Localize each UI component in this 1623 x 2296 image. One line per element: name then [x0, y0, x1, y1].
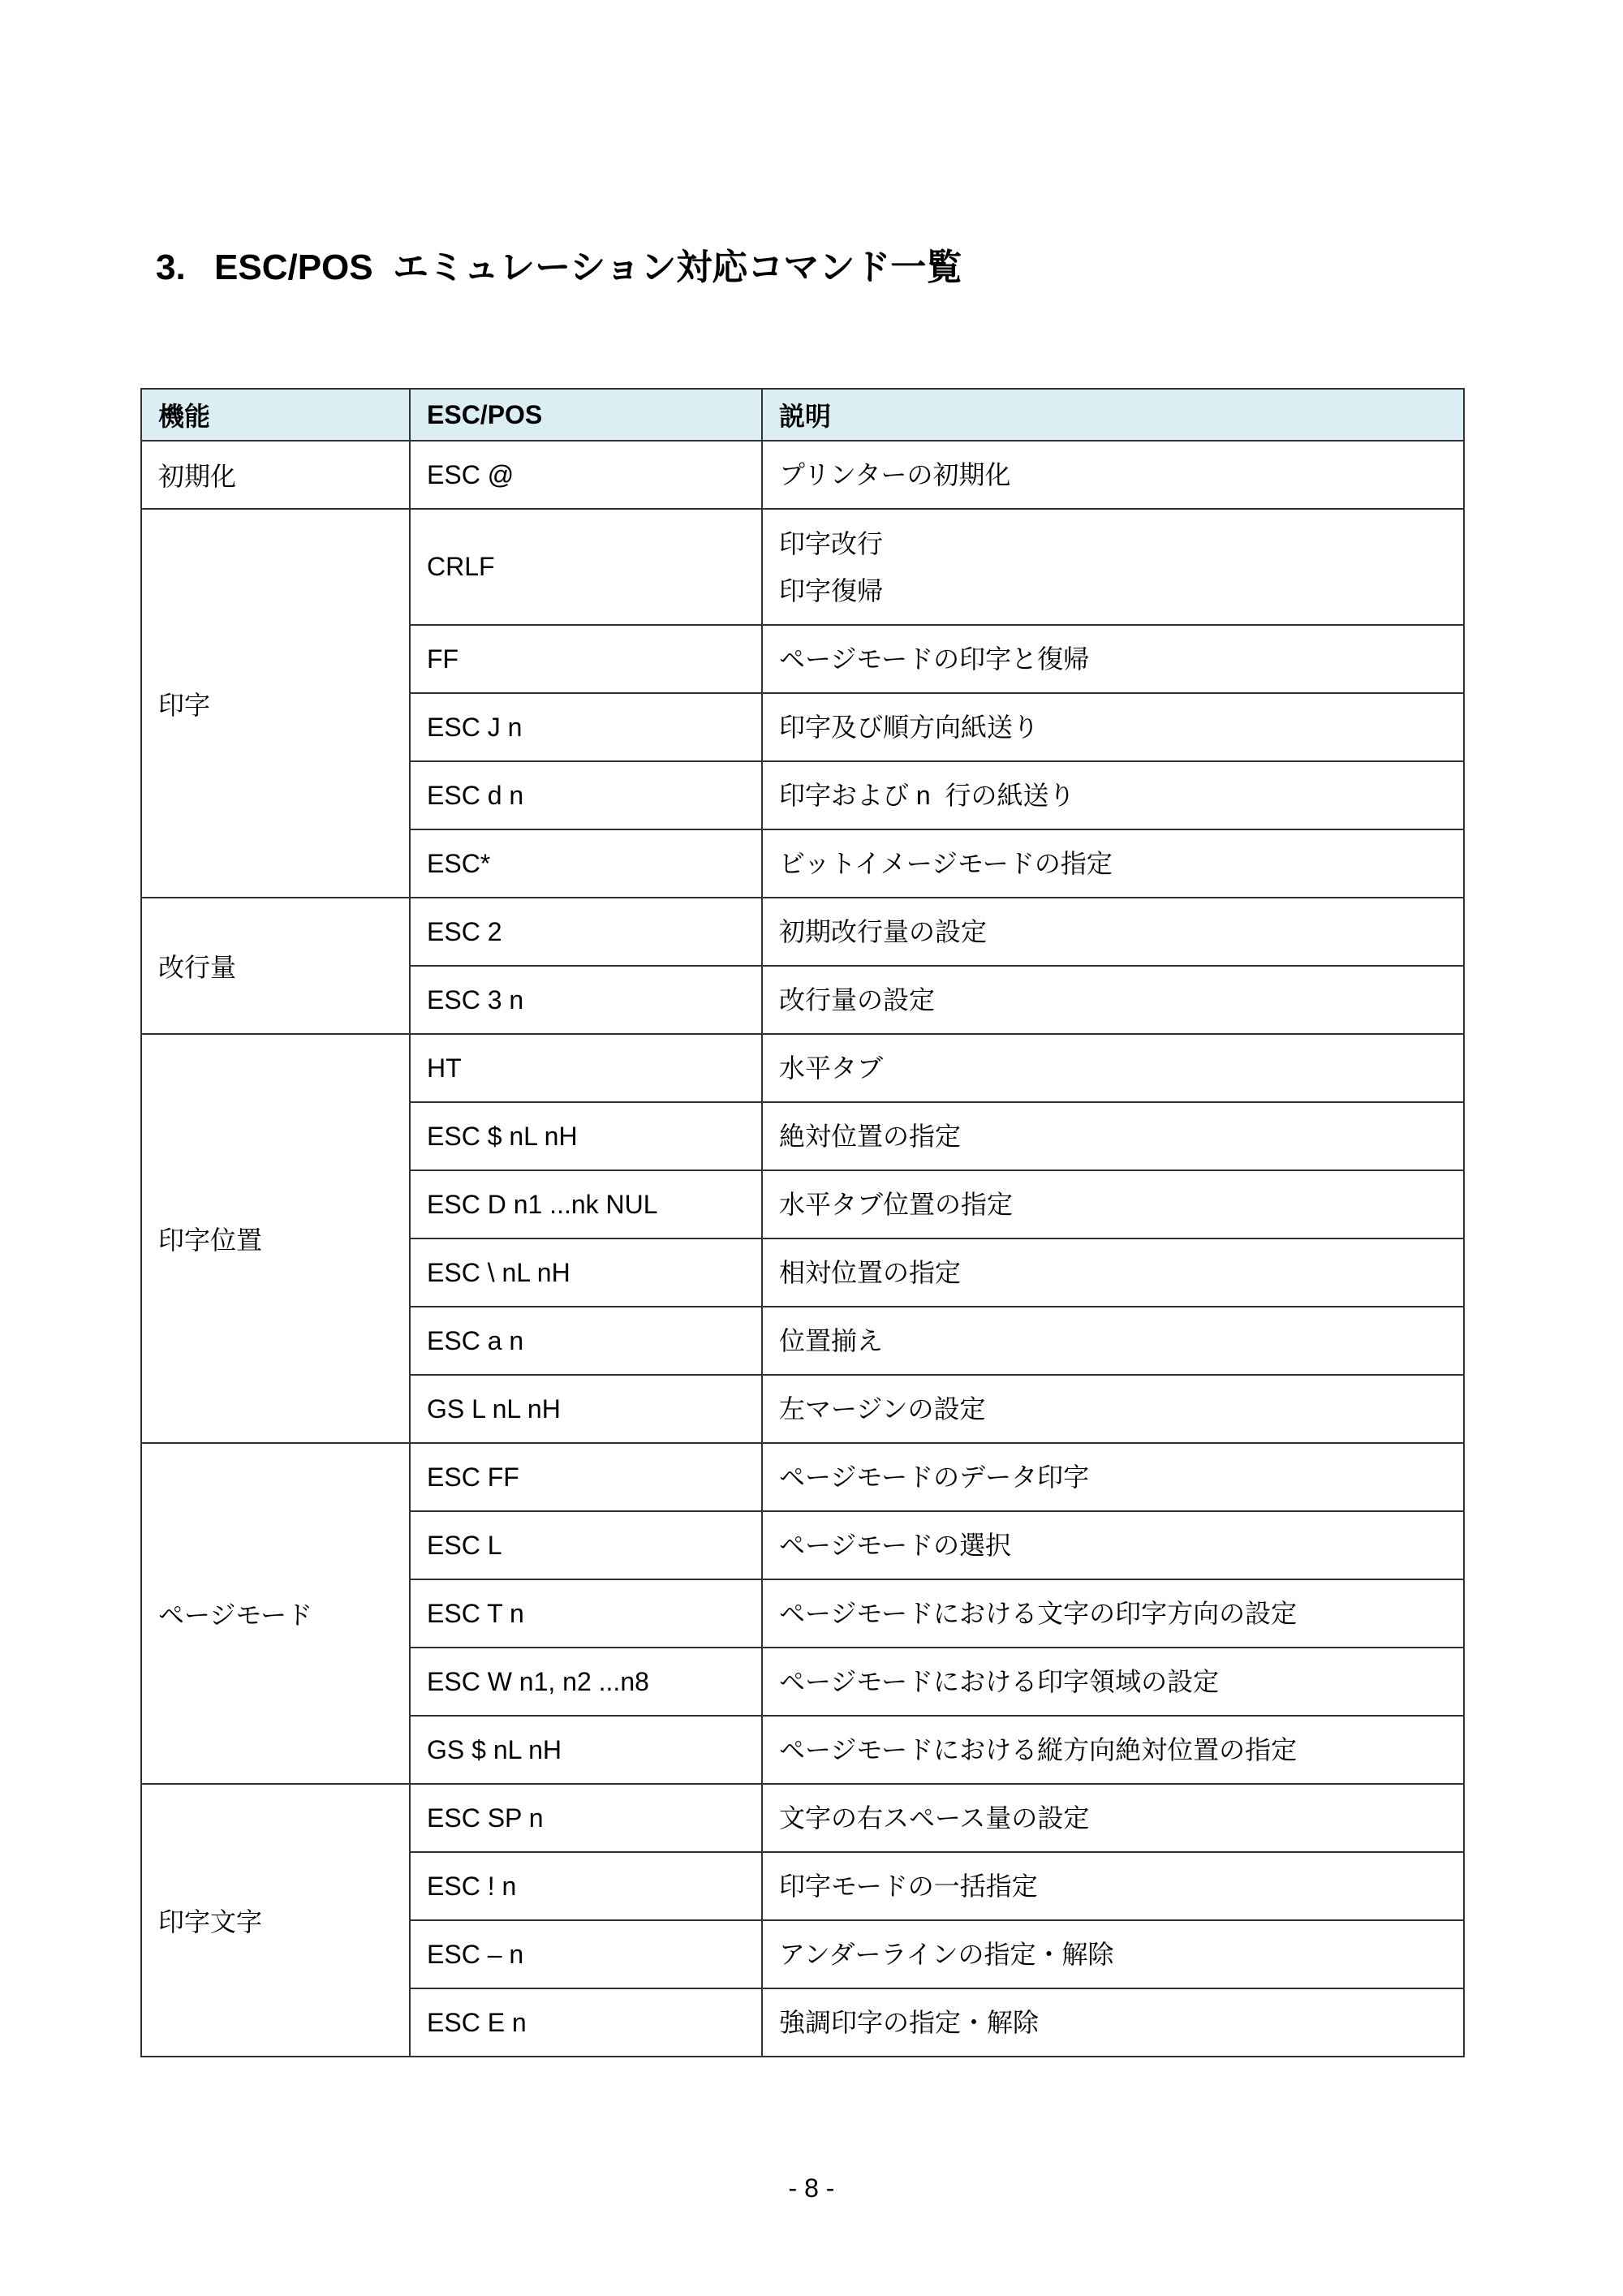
command-cell: ESC W n1, n2 ...n8: [410, 1648, 762, 1716]
description-line: 絶対位置の指定: [779, 1122, 962, 1151]
description-line: 印字および n 行の紙送り: [779, 781, 1075, 810]
description-cell: [762, 1988, 1464, 2057]
description-cell: [762, 1443, 1464, 1511]
command-cell: ESC 3 n: [410, 966, 762, 1034]
function-cell: 初期化: [141, 441, 410, 509]
description-cell: [762, 1307, 1464, 1375]
description-cell: [762, 509, 1464, 625]
command-cell: ESC a n: [410, 1307, 762, 1375]
command-cell: ESC FF: [410, 1443, 762, 1511]
description-line: 初期改行量の設定: [779, 917, 988, 946]
description-line: 改行量の設定: [779, 985, 936, 1014]
command-cell: ESC J n: [410, 693, 762, 761]
command-cell: ESC ! n: [410, 1852, 762, 1920]
page-number: - 8 -: [788, 2173, 835, 2203]
description-line: 左マージンの設定: [779, 1394, 986, 1424]
description-line: 相対位置の指定: [779, 1258, 962, 1287]
function-cell: 印字: [141, 509, 410, 898]
table-row: [141, 509, 1464, 625]
description-line: ビットイメージモードの指定: [779, 849, 1113, 878]
description-cell: [762, 1375, 1464, 1443]
command-cell: ESC 2: [410, 898, 762, 966]
description-line: プリンターの初期化: [779, 460, 1011, 489]
header-function: 機能: [141, 389, 410, 441]
description-cell: [762, 1716, 1464, 1784]
description-line: 水平タブ: [779, 1053, 884, 1083]
command-cell: ESC d n: [410, 761, 762, 829]
description-line: 文字の右スペース量の設定: [779, 1803, 1090, 1833]
header-description: 説明: [762, 389, 1464, 441]
description-line: アンダーラインの指定・解除: [779, 1940, 1114, 1969]
description-cell: [762, 1511, 1464, 1579]
description-cell: [762, 966, 1464, 1034]
description-line: ページモードにおける印字領域の設定: [779, 1667, 1220, 1696]
description-cell: [762, 1034, 1464, 1102]
description-cell: [762, 1102, 1464, 1170]
description-cell: [762, 1920, 1464, 1988]
description-line: 印字及び順方向紙送り: [779, 713, 1040, 742]
description-line: 位置揃え: [779, 1326, 884, 1355]
description-line: 強調印字の指定・解除: [779, 2008, 1040, 2037]
function-cell: ページモード: [141, 1443, 410, 1784]
command-cell: ESC L: [410, 1511, 762, 1579]
table-header-row: [141, 389, 1464, 441]
command-cell: ESC*: [410, 829, 762, 898]
function-cell: 印字文字: [141, 1784, 410, 2057]
command-table: [140, 388, 1465, 2057]
section-heading: [156, 243, 962, 292]
table-row: [141, 898, 1464, 966]
section-number: 3.: [156, 248, 186, 287]
description-line: 印字復帰: [779, 575, 884, 605]
command-cell: FF: [410, 625, 762, 693]
description-cell: [762, 898, 1464, 966]
command-cell: ESC T n: [410, 1579, 762, 1648]
command-cell: ESC E n: [410, 1988, 762, 2057]
description-cell: [762, 761, 1464, 829]
table-row: [141, 1034, 1464, 1102]
command-cell: ESC $ nL nH: [410, 1102, 762, 1170]
table-row: [141, 1784, 1464, 1852]
description-line: ページモードの選択: [779, 1531, 1012, 1560]
description-line: 印字モードの一括指定: [779, 1872, 1038, 1901]
table-row: [141, 441, 1464, 509]
description-cell: [762, 1784, 1464, 1852]
command-cell: ESC @: [410, 441, 762, 509]
table-body: [141, 441, 1464, 2057]
description-cell: [762, 625, 1464, 693]
command-cell: ESC SP n: [410, 1784, 762, 1852]
command-cell: GS L nL nH: [410, 1375, 762, 1443]
description-line: 印字改行: [779, 528, 884, 558]
function-cell: 印字位置: [141, 1034, 410, 1443]
description-cell: [762, 1648, 1464, 1716]
command-cell: ESC D n1 ...nk NUL: [410, 1170, 762, 1238]
command-cell: ESC \ nL nH: [410, 1238, 762, 1307]
description-line: ページモードにおける縦方向絶対位置の指定: [779, 1735, 1298, 1764]
command-cell: CRLF: [410, 509, 762, 625]
description-cell: [762, 1852, 1464, 1920]
command-cell: GS $ nL nH: [410, 1716, 762, 1784]
description-line: ページモードにおける文字の印字方向の設定: [779, 1599, 1298, 1628]
description-cell: [762, 441, 1464, 509]
description-line: 水平タブ位置の指定: [779, 1190, 1014, 1219]
table-row: [141, 1443, 1464, 1511]
function-cell: 改行量: [141, 898, 410, 1034]
description-line: ページモードの印字と復帰: [779, 644, 1090, 674]
section-title: ESC/POS エミュレーション対応コマンド一覧: [214, 248, 962, 287]
description-cell: [762, 693, 1464, 761]
description-cell: [762, 829, 1464, 898]
description-line: ページモードのデータ印字: [779, 1462, 1090, 1492]
header-escpos: ESC/POS: [410, 389, 762, 441]
command-cell: HT: [410, 1034, 762, 1102]
command-cell: ESC – n: [410, 1920, 762, 1988]
description-cell: [762, 1579, 1464, 1648]
description-cell: [762, 1170, 1464, 1238]
description-cell: [762, 1238, 1464, 1307]
